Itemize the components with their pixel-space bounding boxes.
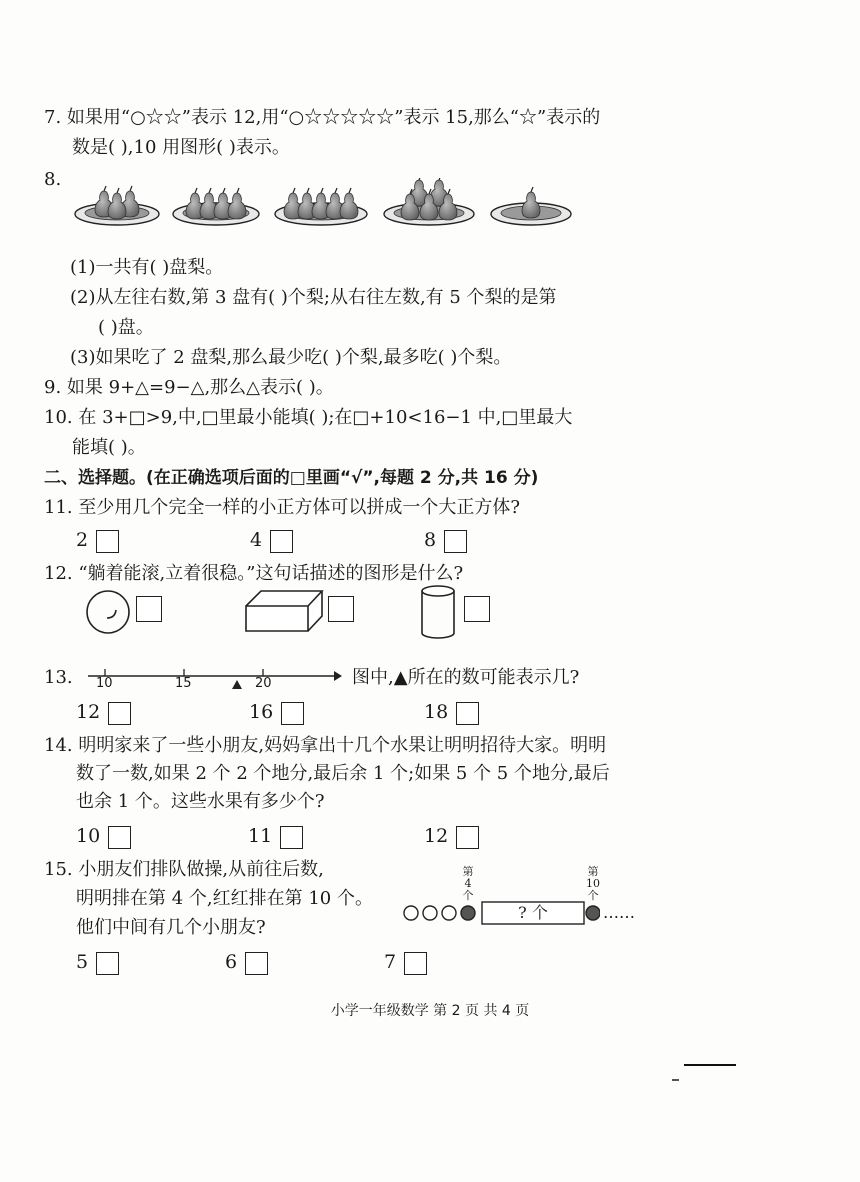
q15-options (0, 950, 860, 976)
q13-option-a[interactable] (76, 700, 131, 725)
option-label: 12 (424, 825, 449, 847)
option-label: 11 (248, 825, 273, 847)
q14-option-c[interactable] (424, 824, 479, 849)
q8-part1: (1)一共有( )盘梨。 (70, 257, 224, 278)
tick-label-10: 10 (96, 676, 113, 691)
answer-checkbox[interactable] (280, 826, 303, 849)
queue-ellipsis: …… (603, 903, 635, 922)
option-label: 7 (384, 951, 397, 973)
answer-checkbox[interactable] (456, 702, 479, 725)
q14-option-b[interactable] (248, 824, 303, 849)
queue-unknown-count: ? 个 (518, 903, 548, 922)
q11-option-a[interactable] (76, 528, 119, 553)
answer-checkbox[interactable] (281, 702, 304, 725)
q13-question: 图中,▲所在的数可能表示几? (352, 667, 580, 688)
q12-ball-checkbox[interactable] (136, 596, 162, 622)
q12-cuboid-checkbox[interactable] (328, 596, 354, 622)
option-label: 8 (424, 529, 437, 551)
label-position-10: 第 10 个 (586, 865, 600, 902)
q15-line3: 他们中间有几个小朋友? (76, 917, 266, 938)
q14-option-a[interactable] (76, 824, 131, 849)
option-label: 12 (76, 701, 101, 723)
answer-checkbox[interactable] (456, 826, 479, 849)
q15-line1: 15. 小朋友们排队做操,从前往后数, (44, 859, 324, 880)
corner-dash (672, 1079, 679, 1081)
label-position-4: 第 4 个 (462, 865, 474, 902)
option-label: 10 (76, 825, 101, 847)
q13-option-c[interactable] (424, 700, 479, 725)
q12-cylinder-checkbox[interactable] (464, 596, 490, 622)
answer-checkbox[interactable] (108, 826, 131, 849)
q15-option-a[interactable] (76, 950, 119, 975)
q8-part2-line1: (2)从左往右数,第 3 盘有( )个梨;从右往左数,有 5 个梨的是第 (70, 287, 557, 308)
q13-options (0, 700, 860, 726)
q14-line3: 也余 1 个。这些水果有多少个? (76, 791, 325, 812)
q7-line2: 数是( ),10 用图形( )表示。 (72, 137, 290, 158)
q8-number: 8. (44, 169, 62, 190)
q8-part3: (3)如果吃了 2 盘梨,那么最少吃( )个梨,最多吃( )个梨。 (70, 347, 512, 368)
page-footer: 小学一年级数学 第 2 页 共 4 页 (330, 1003, 530, 1019)
answer-checkbox[interactable] (245, 952, 268, 975)
q11-text: 11. 至少用几个完全一样的小正方体可以拼成一个大正方体? (44, 497, 520, 518)
answer-checkbox[interactable] (96, 952, 119, 975)
q14-line1: 14. 明明家来了一些小朋友,妈妈拿出十几个水果让明明招待大家。明明 (44, 735, 607, 756)
q15-option-b[interactable] (225, 950, 268, 975)
q15-line2: 明明排在第 4 个,红红排在第 10 个。 (76, 888, 373, 909)
cuboid-shape (244, 588, 324, 634)
q10-line1: 10. 在 3+□>9,中,□里最小能填( );在□+10<16−1 中,□里最大 (44, 407, 573, 428)
q11-option-b[interactable] (250, 528, 293, 553)
option-label: 4 (250, 529, 263, 551)
answer-checkbox[interactable] (404, 952, 427, 975)
option-label: 16 (249, 701, 274, 723)
answer-checkbox[interactable] (444, 530, 467, 553)
q15-option-c[interactable] (384, 950, 427, 975)
q8-part2-line2: ( )盘。 (98, 317, 154, 338)
answer-checkbox[interactable] (270, 530, 293, 553)
cylinder-shape (418, 584, 458, 642)
option-label: 2 (76, 529, 89, 551)
option-label: 18 (424, 701, 449, 723)
number-line (84, 660, 344, 694)
section-heading-choice: 二、选择题。(在正确选项后面的□里画“√”,每题 2 分,共 16 分) (44, 468, 539, 488)
q10-line2: 能填( )。 (72, 437, 146, 458)
q9-text: 9. 如果 9+△=9−△,那么△表示( )。 (44, 377, 334, 398)
q14-options (0, 824, 860, 850)
tick-label-15: 15 (175, 676, 192, 691)
corner-rule (684, 1064, 736, 1066)
q11-option-c[interactable] (424, 528, 467, 553)
q13-number: 13. (44, 667, 73, 688)
q14-line2: 数了一数,如果 2 个 2 个地分,最后余 1 个;如果 5 个 5 个地分,最后 (76, 763, 610, 784)
q12-text: 12. “躺着能滚,立着很稳。”这句话描述的图形是什么? (44, 563, 464, 584)
q13-option-b[interactable] (249, 700, 304, 725)
option-label: 6 (225, 951, 238, 973)
answer-checkbox[interactable] (96, 530, 119, 553)
option-label: 5 (76, 951, 89, 973)
pear-plates-illustration (74, 178, 654, 230)
q7-line1: 7. 如果用“○☆☆”表示 12,用“○☆☆☆☆☆”表示 15,那么“☆”表示的 (44, 107, 601, 128)
answer-checkbox[interactable] (108, 702, 131, 725)
q11-options (0, 528, 860, 554)
ball-shape (84, 588, 132, 636)
tick-label-20: 20 (255, 676, 272, 691)
